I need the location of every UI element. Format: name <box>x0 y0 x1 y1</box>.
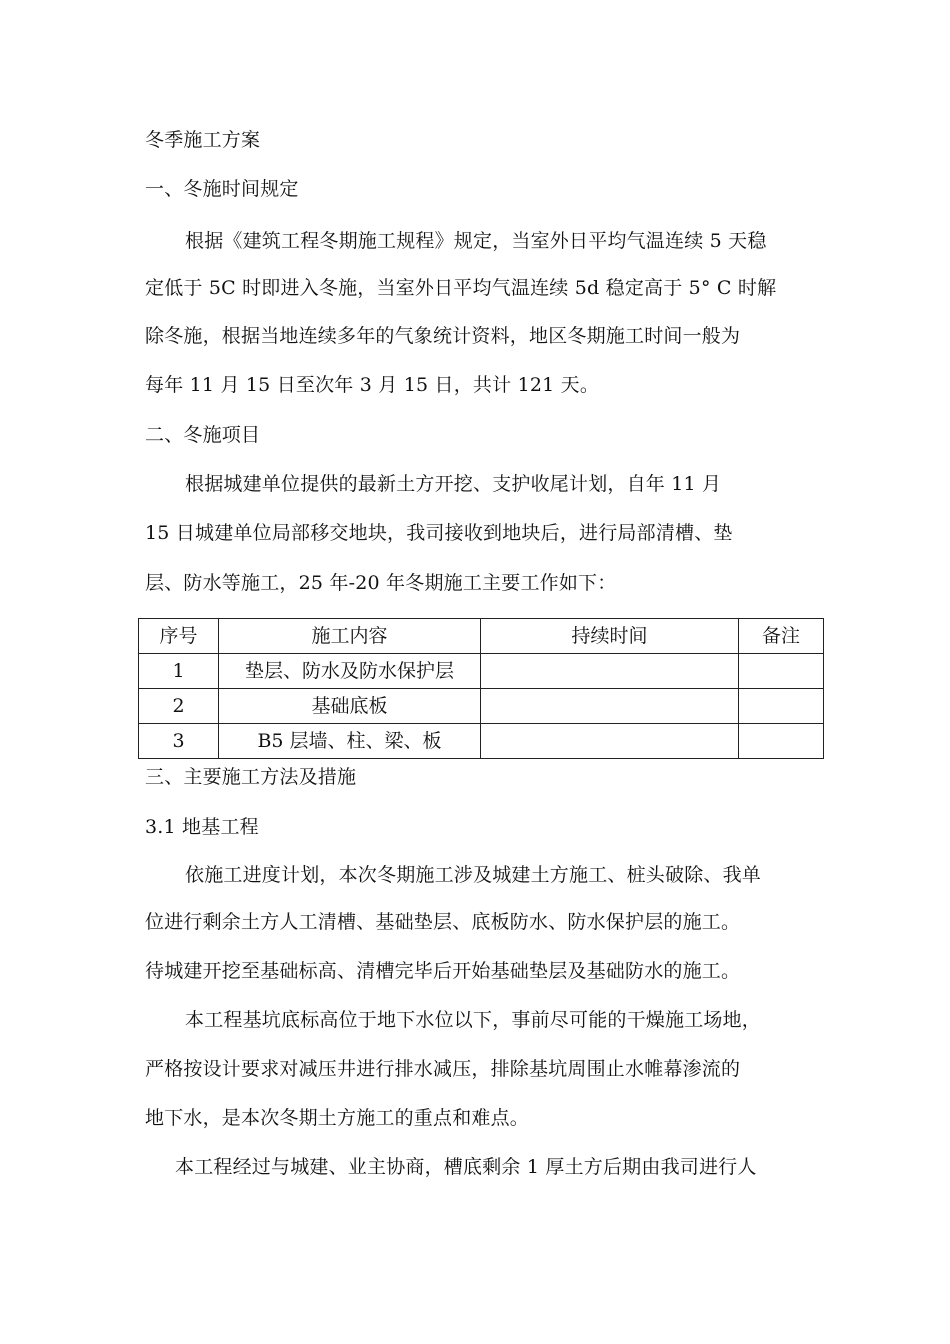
paragraph-line: 根据《建筑工程冬期施工规程》规定，当室外日平均气温连续 5 天稳 <box>185 230 767 252</box>
section-1-heading: 一、冬施时间规定 <box>145 178 299 200</box>
section-3-heading: 三、主要施工方法及措施 <box>145 766 357 788</box>
paragraph-line: 15 日城建单位局部移交地块，我司接收到地块后，进行局部清槽、垫 <box>145 522 733 544</box>
table-cell <box>481 654 739 689</box>
table-header-cell: 序号 <box>139 619 219 654</box>
table-cell <box>739 689 824 724</box>
paragraph-line: 严格按设计要求对减压井进行排水减压，排除基坑周围止水帷幕渗流的 <box>145 1058 741 1080</box>
subsection-3-1-heading: 3.1 地基工程 <box>145 816 259 838</box>
paragraph-line: 除冬施，根据当地连续多年的气象统计资料，地区冬期施工时间一般为 <box>145 325 741 347</box>
table-cell <box>481 689 739 724</box>
table-cell: 3 <box>139 724 219 759</box>
table-cell: 2 <box>139 689 219 724</box>
table-header-cell: 备注 <box>739 619 824 654</box>
table-cell <box>739 654 824 689</box>
table-cell: 基础底板 <box>219 689 481 724</box>
work-items-table <box>138 618 824 759</box>
table-header-cell: 施工内容 <box>219 619 481 654</box>
table-cell: 垫层、防水及防水保护层 <box>219 654 481 689</box>
table-row <box>139 689 824 724</box>
table-cell <box>481 724 739 759</box>
paragraph-line: 地下水，是本次冬期土方施工的重点和难点。 <box>145 1107 530 1129</box>
table-header-cell: 持续时间 <box>481 619 739 654</box>
document-title: 冬季施工方案 <box>145 129 261 151</box>
paragraph-line: 位进行剩余土方人工清槽、基础垫层、底板防水、防水保护层的施工。 <box>145 911 741 933</box>
paragraph-line: 定低于 5C 时即进入冬施，当室外日平均气温连续 5d 稳定高于 5° C 时解 <box>145 277 777 299</box>
paragraph-line: 每年 11 月 15 日至次年 3 月 15 日，共计 121 天。 <box>145 374 600 396</box>
table-row <box>139 724 824 759</box>
table-cell: B5 层墙、柱、梁、板 <box>219 724 481 759</box>
table-cell: 1 <box>139 654 219 689</box>
paragraph-line: 本工程经过与城建、业主协商，槽底剩余 1 厚土方后期由我司进行人 <box>175 1156 757 1178</box>
paragraph-line: 依施工进度计划，本次冬期施工涉及城建土方施工、桩头破除、我单 <box>185 864 762 886</box>
paragraph-line: 待城建开挖至基础标高、清槽完毕后开始基础垫层及基础防水的施工。 <box>145 960 741 982</box>
paragraph-line: 根据城建单位提供的最新土方开挖、支护收尾计划，自年 11 月 <box>185 473 722 495</box>
section-2-heading: 二、冬施项目 <box>145 424 261 446</box>
table-row <box>139 654 824 689</box>
table-cell <box>739 724 824 759</box>
table-header-row <box>139 619 824 654</box>
paragraph-line: 层、防水等施工，25 年-20 年冬期施工主要工作如下： <box>145 572 617 594</box>
paragraph-line: 本工程基坑底标高位于地下水位以下，事前尽可能的干燥施工场地， <box>185 1009 762 1031</box>
